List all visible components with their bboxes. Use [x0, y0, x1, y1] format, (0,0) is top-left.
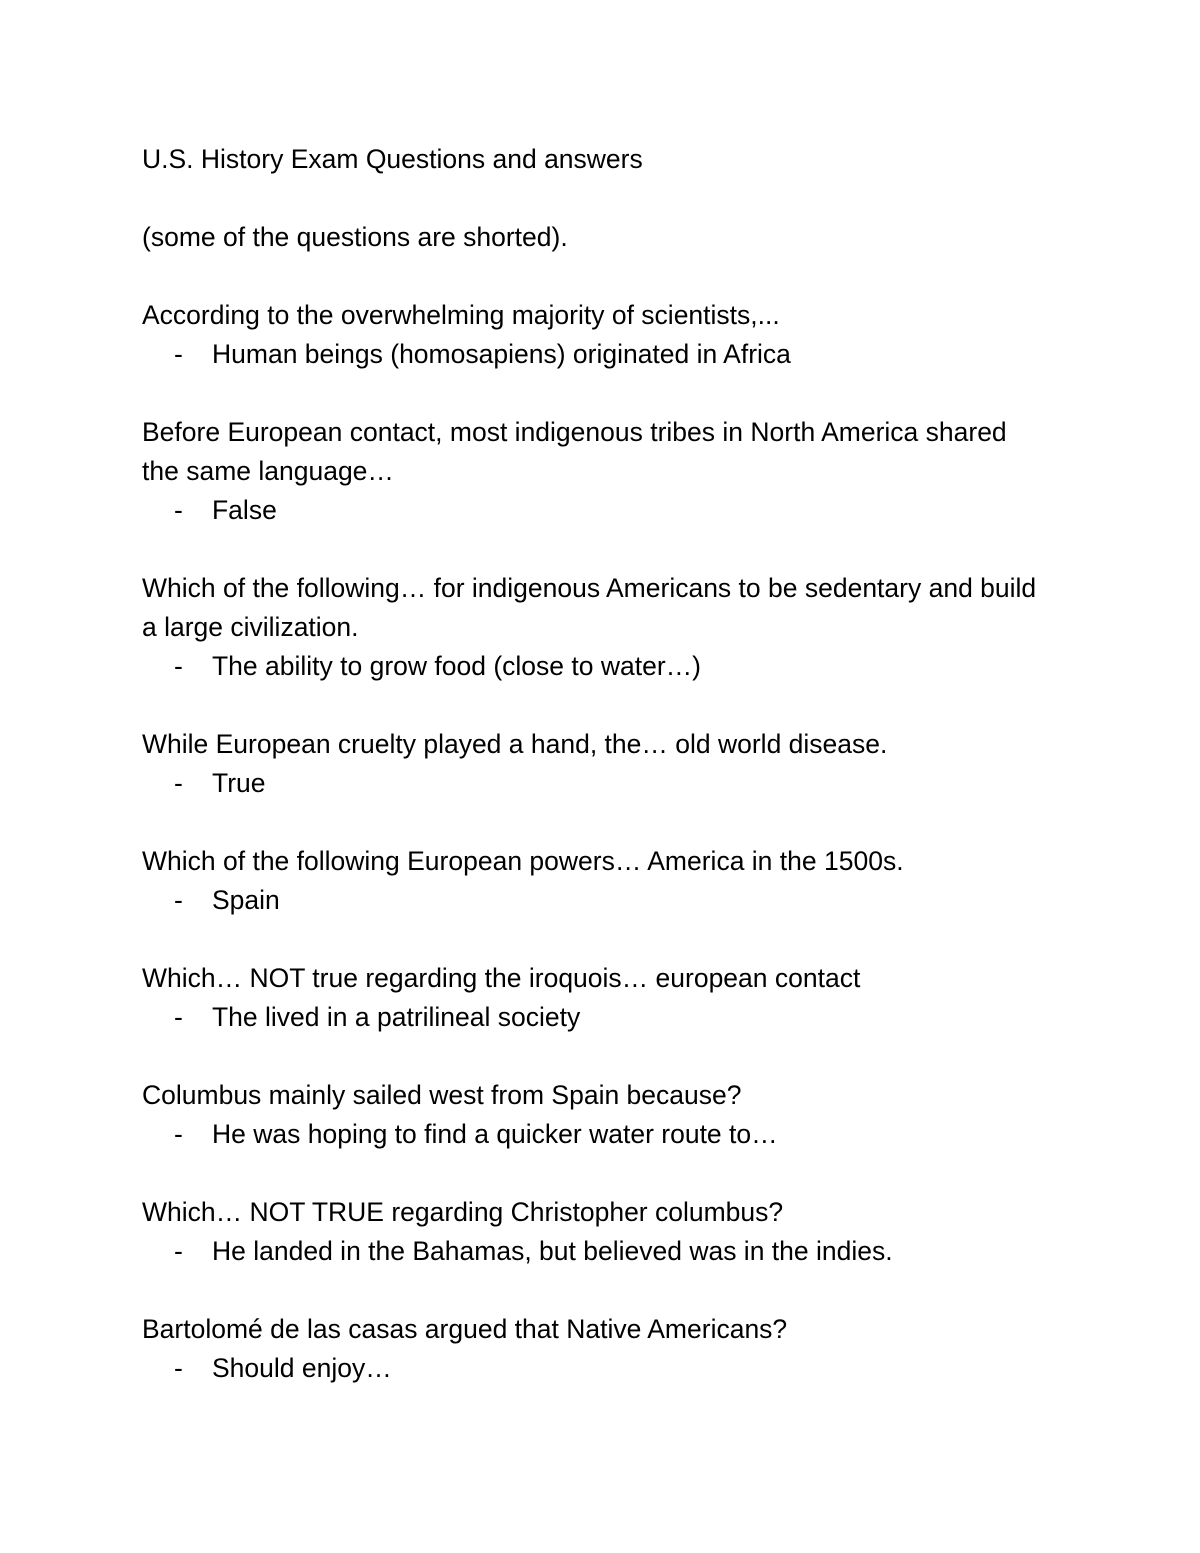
qa-item	[142, 1193, 1042, 1271]
answer-text: Should enjoy…	[212, 1353, 392, 1383]
answer-text: He landed in the Bahamas, but believed was in the indies.	[212, 1236, 893, 1266]
qa-item	[142, 1310, 1042, 1388]
qa-item	[142, 959, 1042, 1037]
answer-text: The lived in a patrilineal society	[212, 1002, 581, 1032]
qa-item	[142, 296, 1042, 374]
question-text: Which… NOT TRUE regarding Christopher columbus?	[142, 1197, 784, 1227]
bullet-dash: -	[174, 768, 183, 798]
answer-bullet	[142, 1232, 1042, 1271]
question-text: Bartolomé de las casas argued that Native Americans?	[142, 1314, 788, 1344]
document-subtitle: (some of the questions are shorted).	[142, 222, 568, 252]
question-text: Which of the following European powers… America in the 1500s.	[142, 846, 904, 876]
answer-text: He was hoping to find a quicker water route to…	[212, 1119, 778, 1149]
answer-text: Spain	[212, 885, 280, 915]
bullet-dash: -	[174, 1119, 183, 1149]
answer-bullet	[142, 647, 1042, 686]
bullet-dash: -	[174, 495, 183, 525]
answer-text: True	[212, 768, 266, 798]
qa-item	[142, 725, 1042, 803]
qa-item	[142, 1076, 1042, 1154]
bullet-dash: -	[174, 1353, 183, 1383]
answer-bullet	[142, 1349, 1042, 1388]
answer-bullet	[142, 1115, 1042, 1154]
question-text: According to the overwhelming majority of scientists,...	[142, 300, 780, 330]
bullet-dash: -	[174, 339, 183, 369]
question-text: Which… NOT true regarding the iroquois… european contact	[142, 963, 861, 993]
answer-bullet	[142, 491, 1042, 530]
document-title: U.S. History Exam Questions and answers	[142, 144, 643, 174]
answer-text: False	[212, 495, 277, 525]
answer-text: The ability to grow food (close to water…)	[212, 651, 701, 681]
answer-bullet	[142, 335, 1042, 374]
answer-text: Human beings (homosapiens) originated in Africa	[212, 339, 791, 369]
bullet-dash: -	[174, 885, 183, 915]
question-text: Before European contact, most indigenous tribes in North America shared the same language…	[142, 417, 1007, 486]
qa-item	[142, 413, 1042, 530]
question-text: Columbus mainly sailed west from Spain because?	[142, 1080, 742, 1110]
document-body	[142, 140, 1042, 1388]
bullet-dash: -	[174, 1002, 183, 1032]
bullet-dash: -	[174, 1236, 183, 1266]
bullet-dash: -	[174, 651, 183, 681]
answer-bullet	[142, 998, 1042, 1037]
qa-item	[142, 842, 1042, 920]
question-text: While European cruelty played a hand, the… old world disease.	[142, 729, 888, 759]
answer-bullet	[142, 881, 1042, 920]
answer-bullet	[142, 764, 1042, 803]
question-text: Which of the following… for indigenous Americans to be sedentary and build a large civilization.	[142, 573, 1037, 642]
qa-item	[142, 569, 1042, 686]
